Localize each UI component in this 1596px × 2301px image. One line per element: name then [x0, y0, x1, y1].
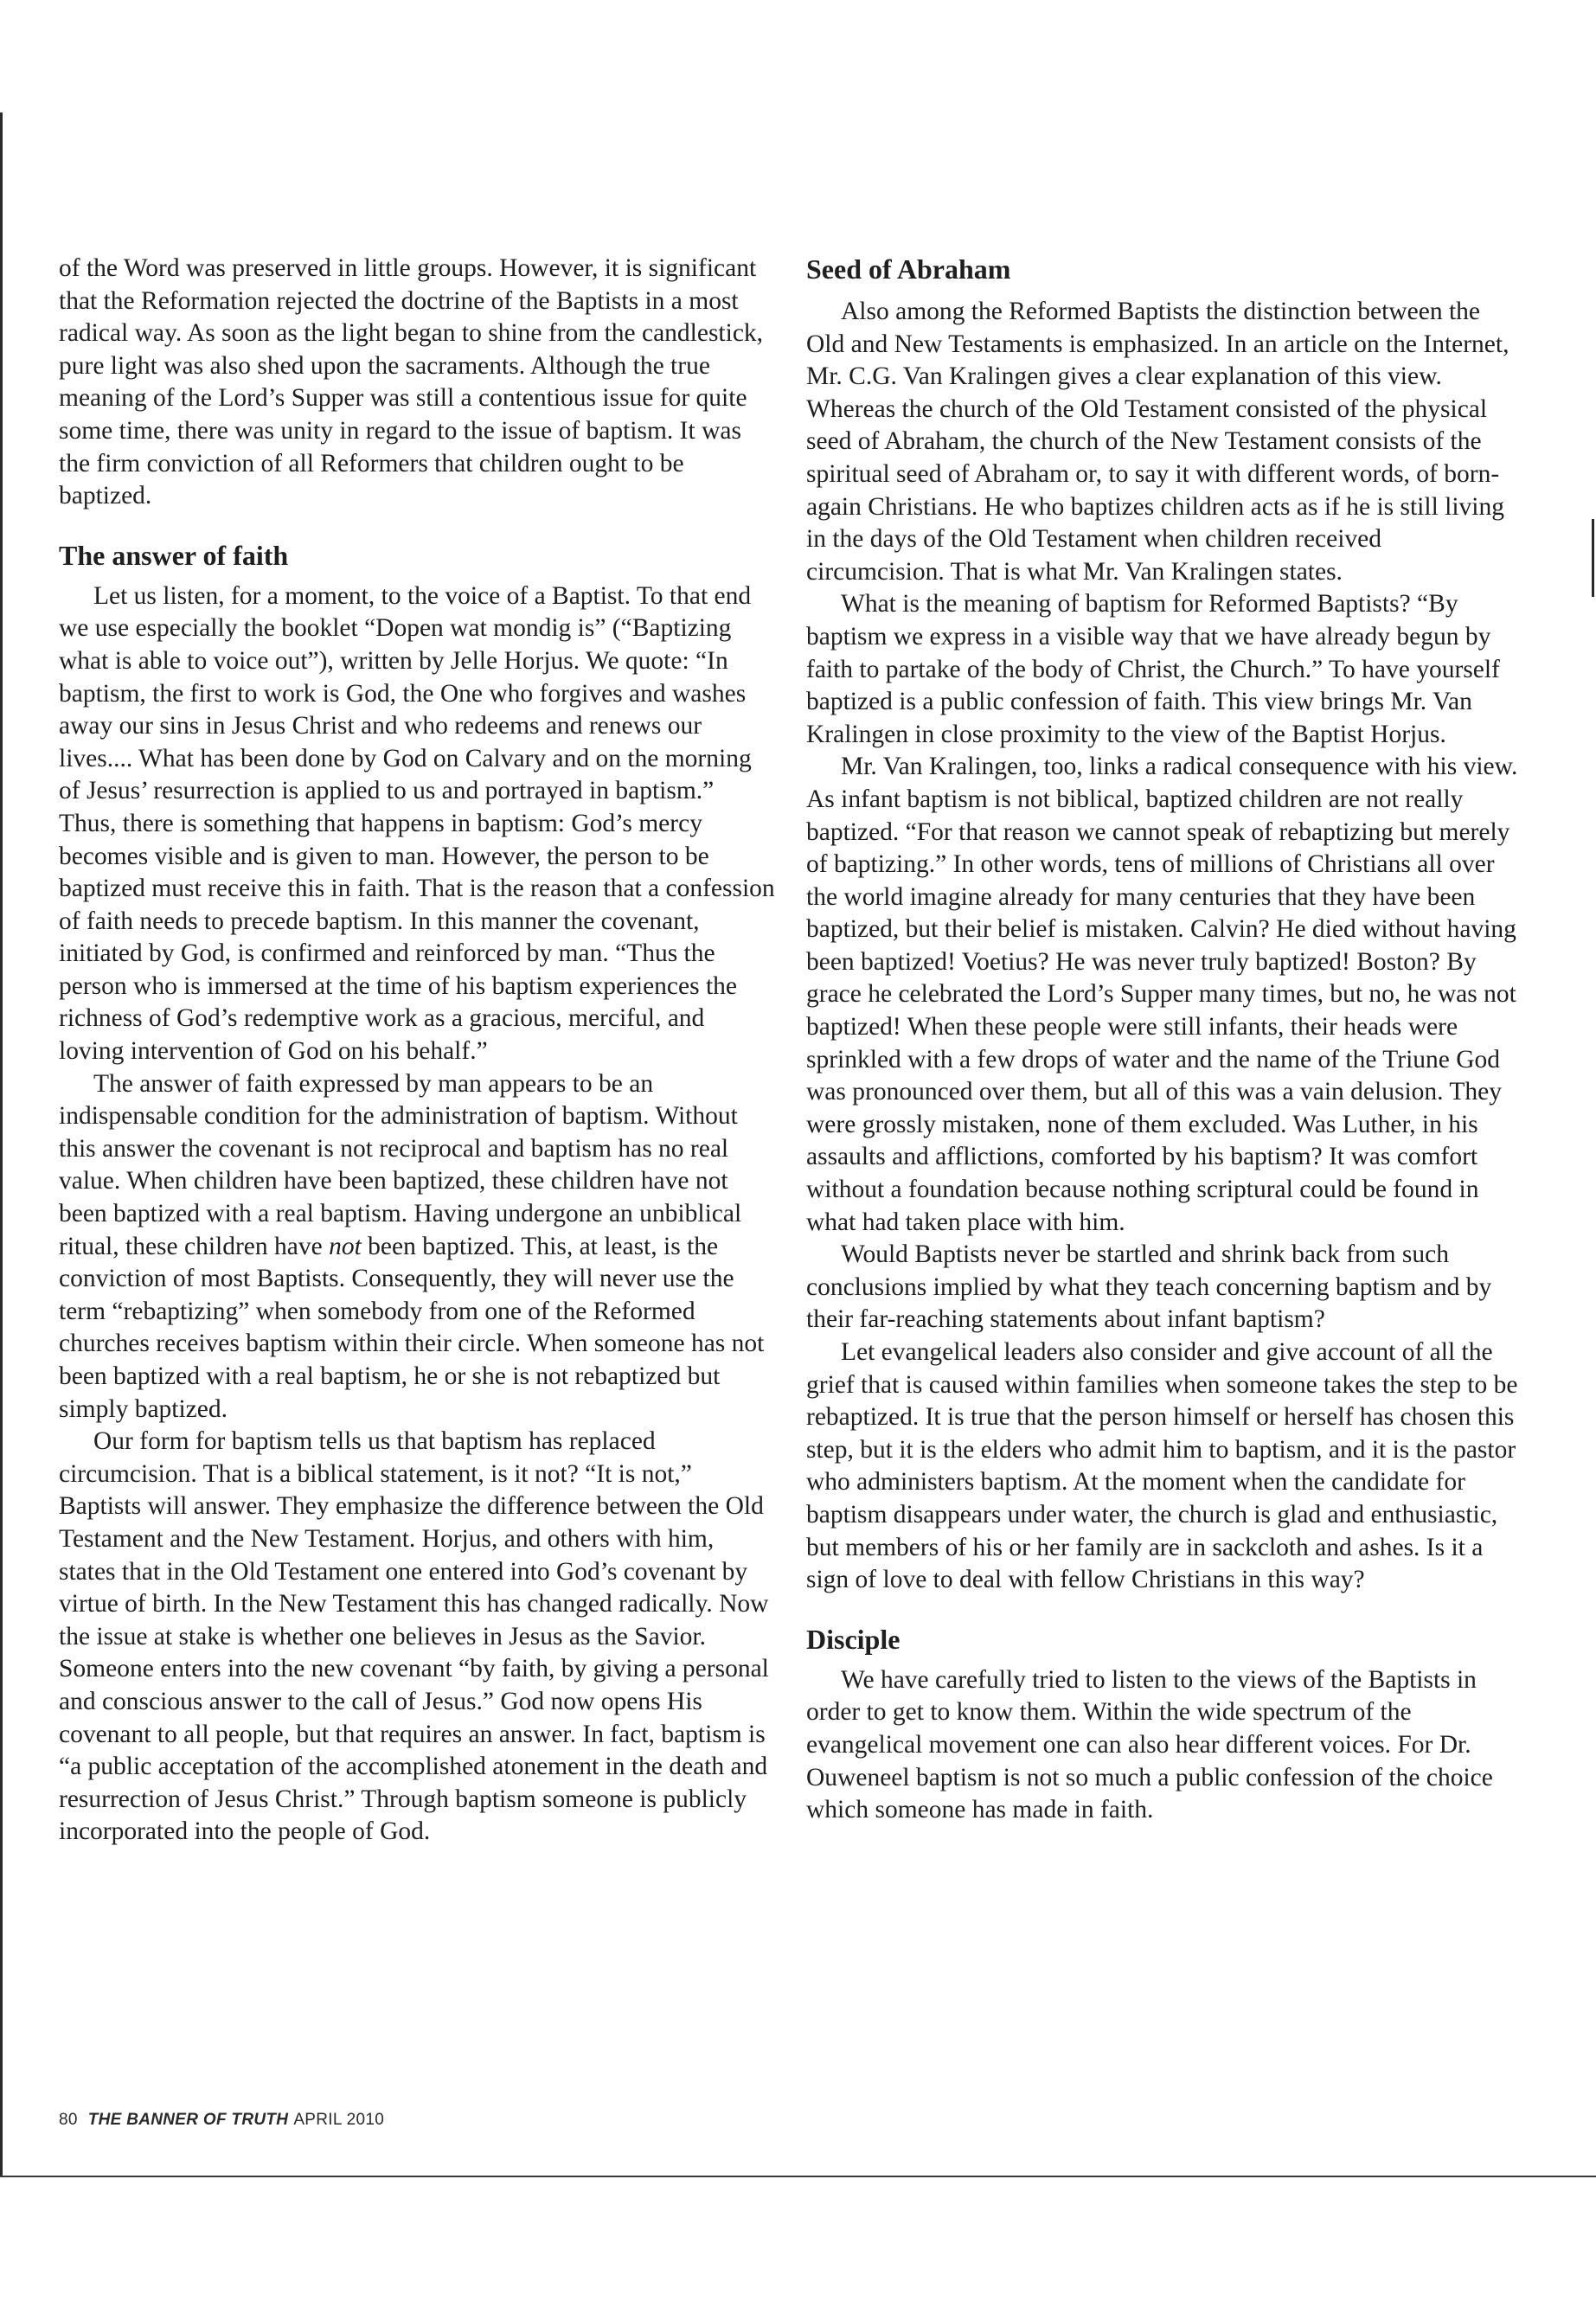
paragraph-radical-consequence: Mr. Van Kralingen, too, links a radical consequence with his view. As infant baptism is not biblical, baptized children are not really baptized. “For that reason we cannot speak of rebaptizing but merely of baptizing.” In other words, tens of millions of Christians all over the world imagine already for many centuries that they have been baptized, but their belief is mistaken. Calvin? He died without having been baptized! Voetius? He was never truly baptized! Boston? By grace he celebrated the Lord’s Supper many times, but no, he was not baptized! When these people were still infants, their heads were sprinkled with a few drops of water and the name of the Triune God was pronounced over them, but all of this was a vain delusion. They were grossly mistaken, none of them excluded. Was Luther, in his assaults and afflictions, comforted by his baptism? It was comfort without a foundation because nothing scriptural could be found in what had taken place with him.: [806, 753, 1518, 1236]
paragraph-meaning-of-baptism: What is the meaning of baptism for Reformed Baptists? “By baptism we express in a visible way that we have already begun by faith to partake of the body of Christ, the Church.” To have yourself baptized is a public confession of faith. This view brings Mr. Van Kralingen in close proximity to the view of the Baptist Horjus.: [806, 590, 1500, 748]
paragraph-text: The answer of faith expressed by man appears to be an indispensable condition for the administration of baptism. Without this answer the covenant is not reciprocal and baptism has no real value. When children have been baptized, these children have not been baptized with a real baptism. Having undergone an unbiblical ritual, these children have: [59, 1069, 742, 1260]
section-heading-answer-of-faith: The answer of faith: [59, 539, 289, 571]
left-scan-edge: [0, 112, 3, 2176]
right-column: [806, 253, 1524, 1827]
right-scan-mark: [1592, 519, 1594, 597]
paragraph-disciple: We have carefully tried to listen to the views of the Baptists in order to get to know them. Within the wide spectrum of the evangelical movement one can also hear different voices. For Dr. Ouweneel baptism is not so much a public confession of the choice which someone has made in faith.: [806, 1665, 1493, 1824]
paragraph-text: been baptized. This, at least, is the conviction of most Baptists. Consequently, they will never use the term “rebaptizing” when somebody from one of the Reformed churches receives baptism within their circle. When someone has not been baptized with a real baptism, he or she is not rebaptized but simply baptized.: [59, 1232, 765, 1423]
paragraph-evangelical-leaders: Let evangelical leaders also consider and give account of all the grief that is caused within families when someone takes the step to be rebaptized. It is true that the person himself or herself has chosen this step, but it is the elders who admit him to baptism, and it is the pastor who administers baptism. At the moment when the candidate for baptism disappears under water, the church is glad and enthusiastic, but members of his or her family are in sackcloth and ashes. Is it a sign of love to deal with fellow Christians in this way?: [806, 1338, 1518, 1594]
intro-paragraph: of the Word was preserved in little groups. However, it is significant that the Reformation rejected the doctrine of the Baptists in a most radical way. As soon as the light began to shine from the candlestick, pure light was also shed upon the sacraments. Although the true meaning of the Lord’s Supper was still a contentious issue for quite some time, there was unity in regard to the issue of baptism. It was the firm conviction of all Reformers that children ought to be baptized.: [59, 254, 764, 510]
issue-date: APRIL 2010: [293, 2111, 385, 2129]
publication-name: THE BANNER OF TRUTH: [87, 2111, 289, 2129]
paragraph-answer-of-faith: [59, 1068, 775, 1426]
section-heading-seed-of-abraham: Seed of Abraham: [806, 253, 1011, 285]
paragraph-form-for-baptism: Our form for baptism tells us that baptism has replaced circumcision. That is a biblical statement, is it not? “It is not,” Baptists will answer. They emphasize the difference between the Old Testament and the New Testament. Horjus, and others with him, states that in the Old Testament one entered into God’s covenant by virtue of birth. In the New Testament this has changed radically. Now the issue at stake is whether one believes in Jesus as the Savior. Someone enters into the new covenant “by faith, by giving a personal and conscious answer to the call of Jesus.” God now opens His covenant to all people, but that requires an answer. In fact, baptism is “a public acceptation of the accomplished atonement in the death and resurrection of Jesus Christ.” Through baptism someone is publicly incorporated into the people of God.: [59, 1427, 769, 1846]
left-column: [59, 253, 775, 1849]
page-footer: [59, 2111, 384, 2130]
bottom-scan-edge: [0, 2176, 1596, 2177]
paragraph-baptist-voice: Let us listen, for a moment, to the voice of a Baptist. To that end we use especially the booklet “Dopen wat mondig is” (“Baptizing what is able to voice out”), written by Jelle Horjus. We quote: “In baptism, the first to work is God, the One who forgives and washes away our sins in Jesus Christ and who redeems and renews our lives.... What has been done by God on Calvary and on the morning of Jesus’ resurrection is applied to us and portrayed in baptism.” Thus, there is something that happens in baptism: God’s mercy becomes visible and is given to man. However, the person to be baptized must receive this in faith. That is the reason that a confession of faith needs to precede baptism. In this manner the covenant, initiated by God, is confirmed and reinforced by man. “Thus the person who is immersed at the time of his baptism experiences the richness of God’s redemptive work as a gracious, merciful, and loving intervention of God on his behalf.”: [59, 581, 775, 1066]
section-heading-disciple: Disciple: [806, 1623, 901, 1655]
page-number: 80: [59, 2111, 78, 2129]
emphasis-not: not: [329, 1232, 362, 1260]
paragraph-startled: Would Baptists never be startled and shrink back from such conclusions implied by what they teach concerning baptism and by their far-reaching statements about infant baptism?: [806, 1240, 1492, 1334]
paragraph-reformed-baptists: Also among the Reformed Baptists the distinction between the Old and New Testaments is emphasized. In an article on the Internet, Mr. C.G. Van Kralingen gives a clear explanation of this view. Whereas the church of the Old Testament consisted of the physical seed of Abraham, the church of the New Testament consists of the spiritual seed of Abraham or, to say it with different words, of born-again Christians. He who baptizes children acts as if he is still living in the days of the Old Testament when children received circumcision. That is what Mr. Van Kralingen states.: [806, 298, 1509, 586]
